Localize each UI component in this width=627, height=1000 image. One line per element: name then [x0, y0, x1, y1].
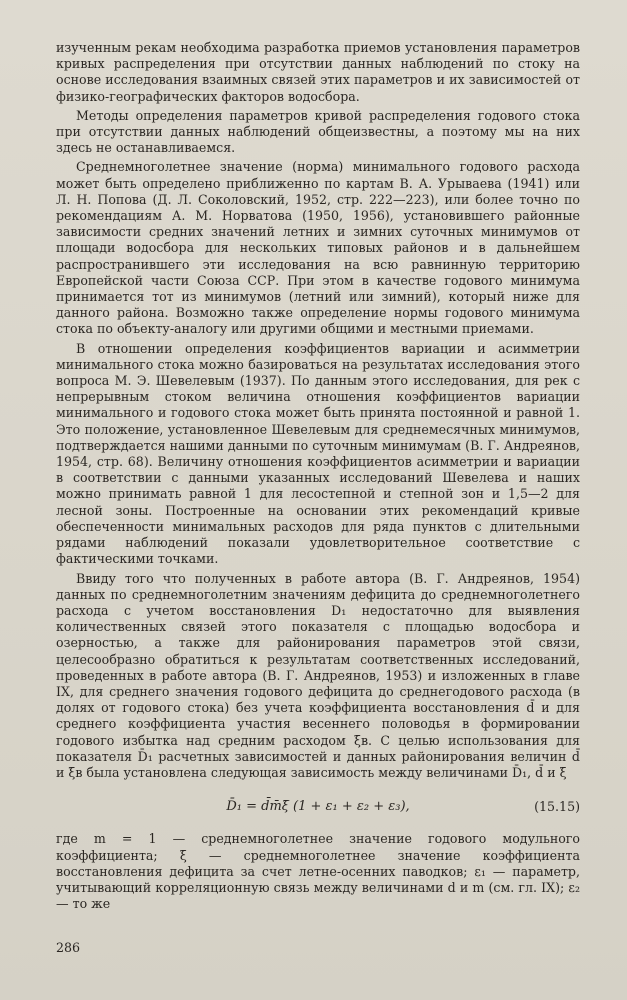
- paragraph-1: изученным рекам необходима разработка приемов установления параметров кривых распределения при отсутствии данных наблюдений по стоку на основе исследования взаимных связей этих параметров и их зависимостей от физико-географических факторов водосбора.: [56, 40, 580, 104]
- paragraph-2: Методы определения параметров кривой распределения годового стока при отсутствии данных наблюдений общеизвестны, а поэтому мы на них здесь не останавливаемся.: [56, 107, 580, 156]
- formula-number: (15.15): [534, 799, 580, 815]
- page-text: [56, 40, 580, 912]
- formula-expression: D̄₁ = d̄m̄ξ̄ (1 + ε₁ + ε₂ + ε₃),: [226, 799, 410, 815]
- formula: [56, 799, 580, 815]
- paragraph-4: В отношении определения коэффициентов вариации и асимметрии минимального стока можно базироваться на результатах исследования этого вопроса М. Э. Шевелевым (1937). По данным этого исследования, для рек с непрерывным стоком величина отношения коэффициентов вариации минимального и годового стока может быть принята постоянной и равной 1. Это положение, установленное Шевелевым для среднемесячных минимумов, подтверждается нашими данными по суточным минимумам (В. Г. Андреянов, 1954, стр. 68). Величину отношения коэффициентов асимметрии и вариации в соответствии с данными указанных исследований Шевелева и наших можно принимать равной 1 для лесостепной и степной зон и 1,5—2 для лесной зоны. Построенные на основании этих рекомендаций кривые обеспеченности минимальных расходов для ряда пунктов с длительными рядами наблюдений показали удовлетворительное соответствие с фактическими точками.: [56, 340, 580, 567]
- paragraph-5: Ввиду того что полученных в работе автора (В. Г. Андреянов, 1954) данных по среднемноголетним значениям дефицита до среднемноголетнего расхода с учетом восстановления D₁ недостаточно для выявления количественных связей этого показателя с площадью водосбора и озерностью, а также для районирования параметров этой связи, целесообразно обратиться к результатам соответственных исследований, проведенных в работе автора (В. Г. Андреянов, 1953) и изложенных в главе IX, для среднего значения годового дефицита до среднегодового расхода (в долях от годового стока) без учета коэффициента восстановления d̄ и для среднего коэффициента участия весеннего половодья в формировании годового избытка над средним расходом ξ̄в. С целью использования для показателя D̄₁ расчетных зависимостей и данных районирования величин d̄ и ξ̄в была установлена следующая зависимость между величинами D̄₁, d̄ и ξ̄: [56, 570, 580, 780]
- paragraph-after-formula: где m = 1 — среднемноголетнее значение годового модульного коэффициента; ξ̄ — среднемноголетнее значение коэффициента восстановления дефицита за счет летне-осенних паводков; ε₁ — параметр, учитывающий корреляционную связь между величинами d и m (см. гл. IX); ε₂ — то же: [56, 831, 580, 912]
- page-number: 286: [56, 940, 81, 955]
- paragraph-3: Среднемноголетнее значение (норма) минимального годового расхода может быть определено приближенно по картам В. А. Урываева (1941) или Л. Н. Попова (Д. Л. Соколовский, 1952, стр. 222—223), или более точно по рекомендациям А. М. Норватова (1950, 1956), установившего районные зависимости средних значений летних и зимних суточных минимумов от площади водосбора для нескольких типовых районов и в дальнейшем распространившего эти исследования на всю равнинную территорию Европейской части Союза ССР. При этом в качестве годового минимума принимается тот из минимумов (летний или зимний), который ниже для данного района. Возможно также определение нормы годового минимума стока по объекту-аналогу или другими общими и местными приемами.: [56, 159, 580, 337]
